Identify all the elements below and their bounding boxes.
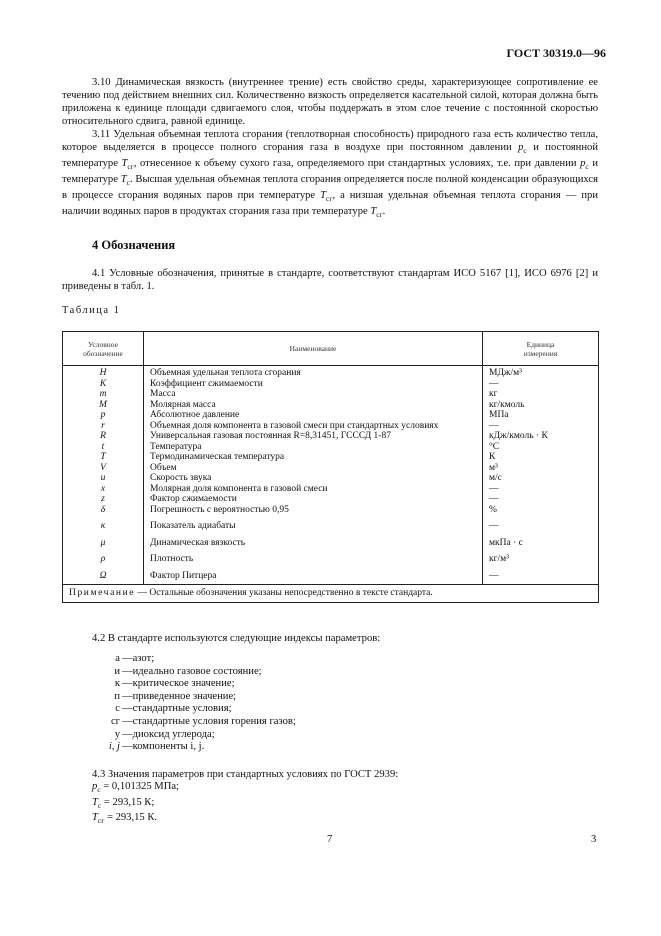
indices-list	[62, 653, 296, 754]
section-title: 4 Обозначения	[92, 238, 176, 252]
row-name: Температура	[144, 442, 483, 453]
table-row	[63, 554, 599, 571]
row-symbol: Ω	[63, 571, 144, 585]
row-symbol: R	[63, 431, 144, 442]
table-row	[63, 538, 599, 555]
symbol-T: T	[370, 206, 377, 218]
table-row	[63, 571, 599, 585]
list-item	[62, 653, 296, 666]
index-desc: —приведенное значение;	[122, 690, 237, 702]
row-unit: мкПа · с	[483, 538, 599, 555]
paragraph-4-1-text: 4.1 Условные обозначения, принятые в стандарте, соответствуют стандартам ИСО 5167 [1], ИСО 6976 [2] и приведены в табл. 1.	[62, 268, 598, 292]
row-unit: кг	[483, 389, 599, 400]
sub-cg: сг	[326, 194, 333, 204]
table-row	[63, 410, 599, 421]
paragraph-4-3: 4.3 Значения параметров при стандартных условиях по ГОСТ 2939:	[92, 769, 399, 780]
row-unit: —	[483, 421, 599, 432]
row-unit: МДж/м³	[483, 366, 599, 379]
row-symbol: r	[63, 421, 144, 432]
row-symbol: V	[63, 463, 144, 474]
index-desc: —азот;	[122, 653, 155, 664]
table-row	[63, 400, 599, 411]
condition-pc	[92, 781, 179, 797]
row-name: Фактор сжимаемости	[144, 494, 483, 505]
row-unit: кДж/кмоль · К	[483, 431, 599, 442]
row-symbol: μ	[63, 538, 144, 555]
sub-cg: сг	[376, 210, 383, 220]
list-item	[62, 741, 296, 754]
document-header: ГОСТ 30319.0—96	[506, 46, 606, 60]
condition-pc-value: = 0,101325 МПа;	[100, 781, 180, 792]
row-symbol: K	[63, 379, 144, 390]
index-desc: —идеально газовое состояние;	[122, 665, 262, 677]
row-symbol: m	[63, 389, 144, 400]
row-unit: —	[483, 379, 599, 390]
index-key: i, j	[108, 741, 120, 753]
list-item	[62, 716, 296, 729]
table-row	[63, 505, 599, 522]
symbol-T: T	[120, 174, 127, 186]
header-unit	[483, 332, 599, 366]
p311-text-g: .	[382, 206, 386, 218]
p311-text-b: и постоянной температуре	[62, 142, 598, 170]
table-row	[63, 431, 599, 442]
table-header-row	[63, 332, 599, 366]
row-unit: м/с	[483, 473, 599, 484]
row-unit: °С	[483, 442, 599, 453]
index-desc: —стандартные условия;	[122, 703, 232, 715]
list-item	[62, 678, 296, 691]
symbol-T: T	[320, 190, 327, 202]
table-row	[63, 421, 599, 432]
row-unit: МПа	[483, 410, 599, 421]
row-symbol: κ	[63, 521, 144, 538]
symbol-T: T	[92, 812, 98, 824]
row-name: Показатель адиабаты	[144, 521, 483, 538]
row-symbol: p	[63, 410, 144, 421]
page-number-center: 7	[327, 834, 333, 845]
row-symbol: z	[63, 494, 144, 505]
index-desc: —диоксид углерода;	[122, 728, 215, 740]
header-unit-line1: Единица	[526, 339, 555, 349]
row-name: Фактор Питцера	[144, 571, 483, 585]
row-name: Молярная масса	[144, 400, 483, 411]
index-key: с	[115, 703, 120, 715]
row-name: Коэффициент сжимаемости	[144, 379, 483, 390]
table-row	[63, 389, 599, 400]
page-number-right: 3	[591, 834, 597, 845]
index-key: у	[114, 728, 120, 740]
row-symbol: u	[63, 473, 144, 484]
list-item	[62, 729, 296, 742]
index-key: и	[114, 665, 120, 677]
table-row	[63, 452, 599, 463]
row-name: Универсальная газовая постоянная R=8,31451, ГСССД 1-87	[144, 431, 483, 442]
row-unit: м³	[483, 463, 599, 474]
paragraph-3-11	[62, 128, 598, 222]
sub-c: с	[97, 785, 101, 795]
table-note	[63, 585, 599, 603]
symbols-table	[62, 331, 599, 603]
row-name: Молярная доля компонента в газовой смеси	[144, 484, 483, 495]
table-row	[63, 494, 599, 505]
index-key: п	[114, 690, 120, 702]
header-symbol-line2: обозначение	[83, 348, 123, 358]
note-text: — Остальные обозначения указаны непосредственно в тексте стандарта.	[135, 588, 433, 598]
row-symbol: T	[63, 452, 144, 463]
row-unit: —	[483, 571, 599, 585]
row-symbol: x	[63, 484, 144, 495]
row-name: Скорость звука	[144, 473, 483, 484]
header-unit-line2: измерения	[523, 348, 558, 358]
row-symbol: δ	[63, 505, 144, 522]
condition-tcg-value: = 293,15 К.	[104, 812, 158, 824]
standard-conditions	[92, 781, 179, 828]
sub-c: с	[97, 800, 102, 810]
table-row	[63, 463, 599, 474]
header-symbol	[63, 332, 144, 366]
header-name: Наименование	[144, 332, 483, 366]
row-symbol: M	[63, 400, 144, 411]
row-unit: —	[483, 521, 599, 538]
index-desc: —компоненты i, j.	[122, 741, 205, 753]
p311-text-a: 3.11 Удельная объемная теплота сгорания (теплотворная способность) природного газа есть количество тепла, которое выделяется в процессе полного сгорания газа в воздухе при постоянном давлении	[62, 129, 598, 153]
paragraph-4-2: 4.2 В стандарте используются следующие индексы параметров:	[92, 633, 381, 644]
row-symbol: ρ	[63, 554, 144, 571]
p311-text-c: , отнесенное к объему сухого газа, определяемого при стандартных условиях, т.е. при давлении	[133, 158, 581, 170]
table-note-row	[63, 585, 599, 603]
row-name: Масса	[144, 389, 483, 400]
row-unit: %	[483, 505, 599, 522]
symbol-T: T	[121, 158, 128, 170]
sub-cg: сг	[127, 162, 134, 172]
row-unit: кг/кмоль	[483, 400, 599, 411]
p311-text-f: , а низшая удельная объемная теплота сгорания — при наличии водяных паров в продуктах сгорания газа при температуре	[62, 190, 598, 218]
symbol-p: p	[518, 142, 524, 153]
index-key: а	[115, 653, 120, 664]
row-unit: —	[483, 494, 599, 505]
symbol-p: p	[580, 158, 586, 170]
index-desc: —стандартные условия горения газов;	[122, 715, 296, 727]
row-unit: —	[483, 484, 599, 495]
row-name: Объем	[144, 463, 483, 474]
row-unit: кг/м³	[483, 554, 599, 571]
table-row	[63, 379, 599, 390]
table-row	[63, 442, 599, 453]
sub-c: с	[585, 162, 589, 172]
row-name: Погрешность с вероятностью 0,95	[144, 505, 483, 522]
p311-text-d: и температуре	[62, 158, 598, 186]
table-caption: Таблица 1	[62, 305, 121, 316]
index-desc: —критическое значение;	[122, 678, 235, 690]
list-item	[62, 703, 296, 716]
table-row	[63, 521, 599, 538]
note-label: Примечание	[69, 588, 136, 598]
symbol-p: p	[92, 781, 98, 792]
row-symbol: H	[63, 366, 144, 379]
row-name: Абсолютное давление	[144, 410, 483, 421]
sub-c: с	[523, 146, 527, 156]
header-symbol-line1: Условное	[88, 339, 118, 349]
list-item	[62, 691, 296, 704]
table-row	[63, 366, 599, 379]
paragraph-3-10-text: 3.10 Динамическая вязкость (внутреннее трение) есть свойство среды, характеризующее сопротивление ее течению под действием внешних сил. Количественно вязкость определяется касательной силой, которая должна быть приложена к единице площади сдвигаемого слоя, чтобы поддержать в этом слое течение с постоянной скоростью относительного сдвига, равной единице.	[62, 77, 598, 127]
list-item	[62, 666, 296, 679]
symbol-T: T	[92, 796, 98, 808]
index-key: сг	[110, 715, 120, 727]
index-key: к	[114, 678, 120, 690]
table-row	[63, 473, 599, 484]
paragraph-4-1	[62, 267, 598, 293]
table-row	[63, 484, 599, 495]
row-name: Плотность	[144, 554, 483, 571]
condition-tcg	[92, 812, 179, 828]
condition-tc-value: = 293,15 К;	[101, 796, 155, 808]
row-name: Динамическая вязкость	[144, 538, 483, 555]
paragraph-3-10	[62, 76, 598, 128]
row-name: Объемная доля компонента в газовой смеси при стандартных условиях	[144, 421, 483, 432]
row-unit: К	[483, 452, 599, 463]
row-symbol: t	[63, 442, 144, 453]
sub-cg: сг	[97, 816, 105, 826]
condition-tc	[92, 797, 179, 813]
p311-text-e: . Высшая удельная объемная теплота сгорания определяется после полной конденсации образующихся в процессе сгорания водяных паров при температуре	[62, 174, 598, 202]
row-name: Термодинамическая температура	[144, 452, 483, 463]
row-name: Объемная удельная теплота сгорания	[144, 366, 483, 379]
sub-c: с	[126, 178, 130, 188]
